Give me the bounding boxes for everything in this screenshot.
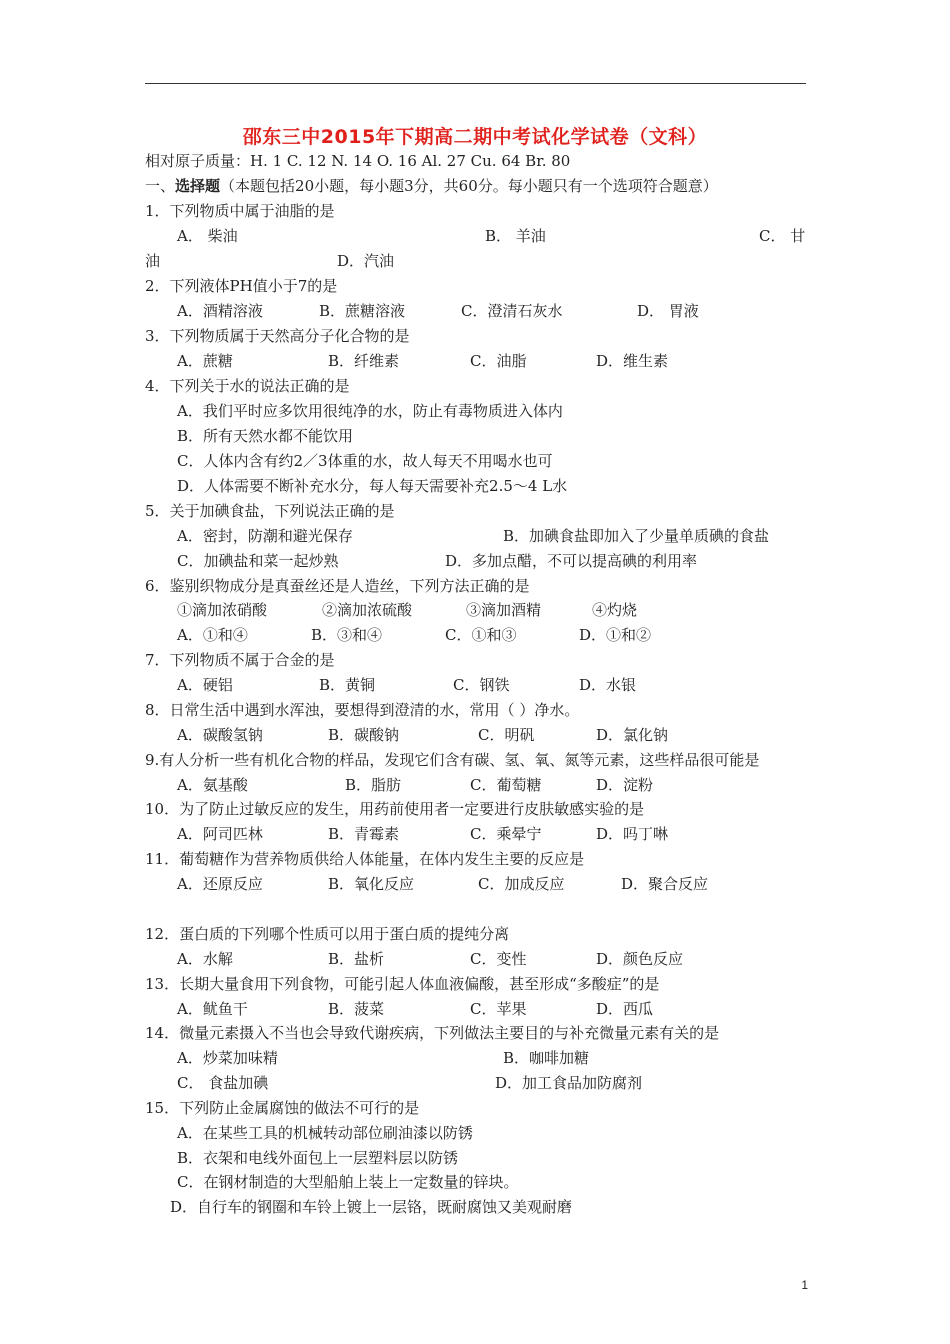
question-6-option-b: B．③和④	[311, 626, 383, 644]
question-13-option-b: B．菠菜	[328, 1000, 385, 1018]
question-1-stem: 1．下列物质中属于油脂的是	[145, 202, 335, 220]
question-3-option-b: B．纤维素	[328, 352, 400, 370]
question-5-option-b: B．加碘食盐即加入了少量单质碘的食盐	[503, 527, 770, 545]
question-4-option-a: A．我们平时应多饮用很纯净的水，防止有毒物质进入体内	[177, 402, 563, 420]
question-15-option-b: B．衣架和电线外面包上一层塑料层以防锈	[177, 1149, 459, 1167]
question-4-option-c: C．人体内含有约2／3体重的水，故人每天不用喝水也可	[177, 452, 553, 470]
section-prefix: 一、	[145, 177, 176, 195]
question-2-option-c: C．澄清石灰水	[461, 302, 563, 320]
question-9-option-a: A．氨基酸	[177, 776, 248, 794]
question-8-stem: 8．日常生活中遇到水浑浊，要想得到澄清的水，常用（ ）净水。	[145, 701, 580, 719]
question-1-option-c: C． 甘	[759, 227, 806, 245]
question-1-option-d: D．汽油	[337, 252, 395, 270]
question-7-option-d: D．水银	[579, 676, 637, 694]
question-10-option-d: D．吗丁啉	[596, 825, 669, 843]
question-2-option-a: A．酒精溶液	[177, 302, 263, 320]
question-11-stem: 11．葡萄糖作为营养物质供给人体能量，在体内发生主要的反应是	[145, 850, 585, 868]
section-name: 选择题	[175, 177, 221, 195]
question-8-option-a: A．碳酸氢钠	[177, 726, 263, 744]
question-5-option-c: C．加碘盐和菜一起炒熟	[177, 552, 339, 570]
question-6-item-1: ①滴加浓硝酸	[177, 601, 268, 619]
page-number: 1	[801, 1278, 808, 1292]
atomic-mass-line: 相对原子质量：H. 1 C. 12 N. 14 O. 16 Al. 27 Cu. 64 Br. 80	[145, 152, 571, 170]
question-13-option-a: A．鱿鱼干	[177, 1000, 248, 1018]
question-8-option-b: B．碳酸钠	[328, 726, 400, 744]
question-2-option-d: D． 胃液	[637, 302, 699, 320]
question-10-option-c: C．乘晕宁	[470, 825, 542, 843]
question-12-option-d: D．颜色反应	[596, 950, 684, 968]
question-13-stem: 13．长期大量食用下列食物，可能引起人体血液偏酸，甚至形成“多酸症”的是	[145, 975, 660, 993]
question-3-option-d: D．维生素	[596, 352, 669, 370]
question-4-stem: 4．下列关于水的说法正确的是	[145, 377, 350, 395]
question-8-option-d: D．氯化钠	[596, 726, 669, 744]
question-5-option-a: A．密封，防潮和避光保存	[177, 527, 353, 545]
question-15-option-d: D．自行车的钢圈和车铃上镀上一层铬，既耐腐蚀又美观耐磨	[170, 1198, 573, 1216]
question-10-option-b: B．青霉素	[328, 825, 400, 843]
question-12-option-b: B．盐析	[328, 950, 385, 968]
question-14-option-c: C． 食盐加碘	[177, 1074, 269, 1092]
question-14-option-d: D．加工食品加防腐剂	[495, 1074, 643, 1092]
question-10-option-a: A．阿司匹林	[177, 825, 263, 843]
question-11-option-d: D．聚合反应	[621, 875, 709, 893]
question-14-stem: 14．微量元素摄入不当也会导致代谢疾病，下列做法主要目的与补充微量元素有关的是	[145, 1024, 720, 1042]
question-13-option-c: C．苹果	[470, 1000, 527, 1018]
question-2-stem: 2．下列液体PH值小于7的是	[145, 277, 338, 295]
question-8-option-c: C．明矾	[478, 726, 535, 744]
question-12-stem: 12．蛋白质的下列哪个性质可以用于蛋白质的提纯分离	[145, 925, 510, 943]
question-9-stem: 9.有人分析一些有机化合物的样品，发现它们含有碳、氢、氧、氮等元素，这些样品很可能是	[145, 751, 760, 769]
question-5-option-d: D．多加点醋，不可以提高碘的利用率	[445, 552, 698, 570]
question-9-option-c: C．葡萄糖	[470, 776, 542, 794]
question-3-stem: 3．下列物质属于天然高分子化合物的是	[145, 327, 410, 345]
question-14-option-b: B．咖啡加糖	[503, 1049, 590, 1067]
question-14-option-a: A．炒菜加味精	[177, 1049, 278, 1067]
header-rule	[145, 83, 806, 84]
question-7-option-c: C．钢铁	[453, 676, 510, 694]
section-description: （本题包括20小题，每小题3分，共60分。每小题只有一个选项符合题意）	[220, 177, 718, 195]
question-4-option-b: B．所有天然水都不能饮用	[177, 427, 354, 445]
question-1-option-b: B． 羊油	[485, 227, 546, 245]
question-6-item-3: ③滴加酒精	[466, 601, 542, 619]
question-6-option-a: A．①和④	[177, 626, 248, 644]
question-3-option-c: C．油脂	[470, 352, 527, 370]
question-11-option-c: C．加成反应	[478, 875, 565, 893]
section-heading	[145, 176, 718, 196]
question-11-option-a: A．还原反应	[177, 875, 263, 893]
question-15-option-a: A．在某些工具的机械转动部位刷油漆以防锈	[177, 1124, 473, 1142]
question-7-option-b: B．黄铜	[319, 676, 376, 694]
question-6-option-c: C．①和③	[445, 626, 517, 644]
question-10-stem: 10．为了防止过敏反应的发生，用药前使用者一定要进行皮肤敏感实验的是	[145, 800, 645, 818]
question-6-option-d: D．①和②	[579, 626, 652, 644]
question-15-stem: 15．下列防止金属腐蚀的做法不可行的是	[145, 1099, 420, 1117]
question-6-item-4: ④灼烧	[592, 601, 638, 619]
question-12-option-a: A．水解	[177, 950, 233, 968]
exam-title: 邵东三中2015年下期高二期中考试化学试卷（文科）	[242, 126, 708, 148]
question-5-stem: 5．关于加碘食盐，下列说法正确的是	[145, 502, 395, 520]
question-7-stem: 7．下列物质不属于合金的是	[145, 651, 335, 669]
question-7-option-a: A．硬铝	[177, 676, 233, 694]
question-9-option-b: B．脂肪	[345, 776, 402, 794]
question-6-stem: 6．鉴别织物成分是真蚕丝还是人造丝，下列方法正确的是	[145, 577, 530, 595]
question-6-item-2: ②滴加浓硫酸	[322, 601, 413, 619]
question-1-option-a: A． 柴油	[177, 227, 238, 245]
question-3-option-a: A．蔗糖	[177, 352, 233, 370]
question-9-option-d: D．淀粉	[596, 776, 654, 794]
question-15-option-c: C．在钢材制造的大型船舶上装上一定数量的锌块。	[177, 1173, 519, 1191]
question-13-option-d: D．西瓜	[596, 1000, 654, 1018]
question-12-option-c: C．变性	[470, 950, 527, 968]
question-4-option-d: D．人体需要不断补充水分，每人每天需要补充2.5～4 L水	[177, 477, 568, 495]
question-1-option-c-cont: 油	[145, 252, 161, 270]
question-11-option-b: B．氧化反应	[328, 875, 415, 893]
question-2-option-b: B．蔗糖溶液	[319, 302, 406, 320]
